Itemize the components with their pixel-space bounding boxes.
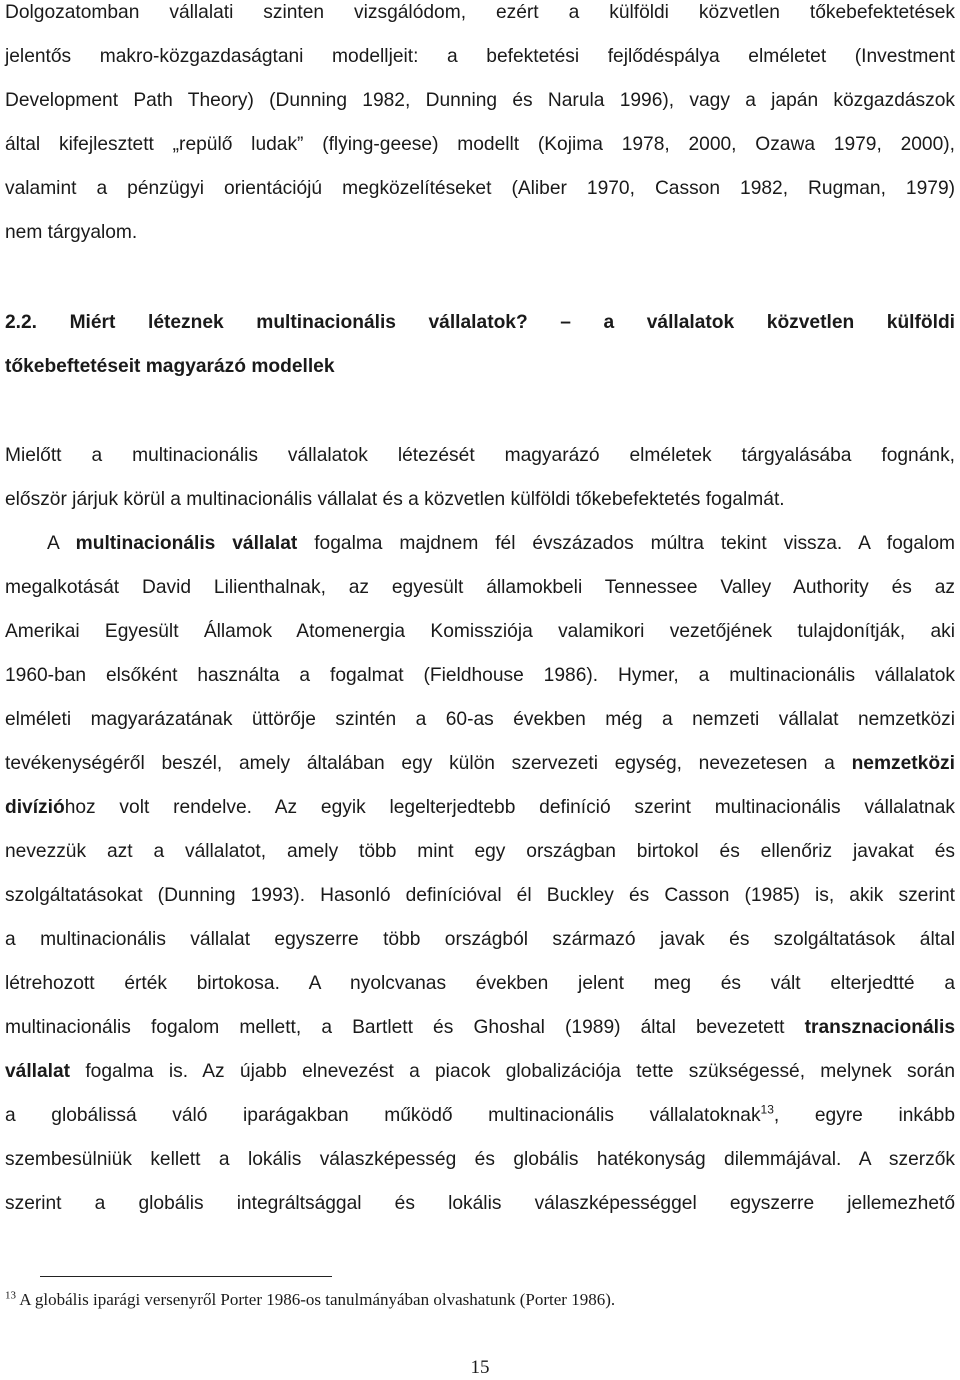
bold-term: divízió [5, 797, 65, 818]
body-paragraph [5, 443, 955, 1235]
bold-term: transznacionális [804, 1017, 955, 1038]
text-line: nem tárgyalom. [5, 222, 138, 243]
text-line: megalkotását David Lilienthalnak, az egyesült államokbeli Tennessee Valley Authority és az [5, 577, 955, 598]
text-span: multinacionális fogalom mellett, a Bartlett és Ghoshal (1989) által bevezetett [5, 1017, 805, 1038]
text-line: először járjuk körül a multinacionális vállalat és a közvetlen külföldi tőkebefektetés fogalmát. [5, 489, 785, 510]
text-line [5, 531, 955, 575]
text-line: Development Path Theory) (Dunning 1982, Dunning és Narula 1996), vagy a japán közgazdászok [5, 90, 955, 111]
text-line: Mielőtt a multinacionális vállalatok létezését magyarázó elméletek tárgyalásába fognánk, [5, 445, 955, 466]
text-span: a globálissá váló iparágakban működő multinacionális vállalatoknak [5, 1105, 761, 1126]
text-line: szerint a globális integráltsággal és lokális válaszképességgel egyszerre jellemezhető [5, 1193, 955, 1214]
text-line [5, 751, 955, 795]
text-line: Amerikai Egyesült Államok Atomenergia Komissziója valamikori vezetőjének tulajdonítják, aki [5, 621, 955, 642]
footnote-separator [40, 1276, 332, 1277]
text-line: szolgáltatásokat (Dunning 1993). Hasonló definícióval él Buckley és Casson (1985) is, akik szerint [5, 885, 955, 906]
bold-term: multinacionális vállalat [75, 533, 298, 554]
text-span: tevékenységéről beszél, amely általában egy külön szervezeti egység, nevezetesen a [5, 753, 852, 774]
text-span: A [47, 533, 76, 554]
heading-line: 2.2. Miért léteznek multinacionális vállalatok? – a vállalatok közvetlen külföldi [5, 312, 955, 333]
text-line: nevezzük azt a vállalatot, amely több mint egy országban birtokol és ellenőriz javakat és [5, 841, 955, 862]
text-line: létrehozott érték birtokosa. A nyolcvanas években jelent meg és vált elterjedtté a [5, 973, 955, 994]
heading-line: tőkebeftetéseit magyarázó modellek [5, 356, 335, 377]
text-line: valamint a pénzügyi orientációjú megközelítéseket (Aliber 1970, Casson 1982, Rugman, 1979) [5, 178, 955, 199]
section-heading [5, 310, 955, 398]
footnote-text: A globális iparági versenyről Porter 1986-os tanulmányában olvashatunk (Porter 1986). [16, 1290, 616, 1309]
text-line: a multinacionális vállalat egyszerre több országból származó javak és szolgáltatások által [5, 929, 955, 950]
page-number: 15 [470, 1357, 490, 1378]
text-line: szembesülniük kellett a lokális válaszképesség és globális hatékonyság dilemmájával. A szerzők [5, 1149, 955, 1170]
bold-term: vállalat [5, 1061, 71, 1082]
text-line: Dolgozatomban vállalati szinten vizsgálódom, ezért a külföldi közvetlen tőkebefektetések [5, 2, 955, 23]
bold-term: nemzetközi [851, 753, 955, 774]
text-line [5, 795, 955, 839]
footnote-ref[interactable]: 13 [760, 1102, 774, 1117]
text-line: jelentős makro-közgazdaságtani modelljeit: a befektetési fejlődéspálya elméletet (Investment [5, 46, 955, 67]
text-span: fogalma majdnem fél évszázados múltra tekint vissza. A fogalom [297, 533, 955, 554]
text-line: elméleti magyarázatának üttörője szintén a 60-as években még a nemzeti vállalat nemzetközi [5, 709, 955, 730]
text-line: által kifejlesztett „repülő ludak” (flying-geese) modellt (Kojima 1978, 2000, Ozawa 1979, 2000), [5, 134, 955, 155]
text-span: , egyre inkább [773, 1105, 956, 1126]
text-line: 1960-ban elsőként használta a fogalmat (Fieldhouse 1986). Hymer, a multinacionális vállalatok [5, 665, 955, 686]
intro-paragraph [5, 0, 955, 264]
footnote [5, 1289, 955, 1311]
text-span: hoz volt rendelve. Az egyik legelterjedtebb definíció szerint multinacionális vállalatnak [64, 797, 955, 818]
text-line [5, 1059, 955, 1103]
text-span: fogalma is. Az újabb elnevezést a piacok globalizációja tette szükségessé, melynek során [70, 1061, 955, 1082]
text-line [5, 1015, 955, 1059]
footnote-marker: 13 [5, 1289, 16, 1302]
text-line [5, 1103, 955, 1147]
